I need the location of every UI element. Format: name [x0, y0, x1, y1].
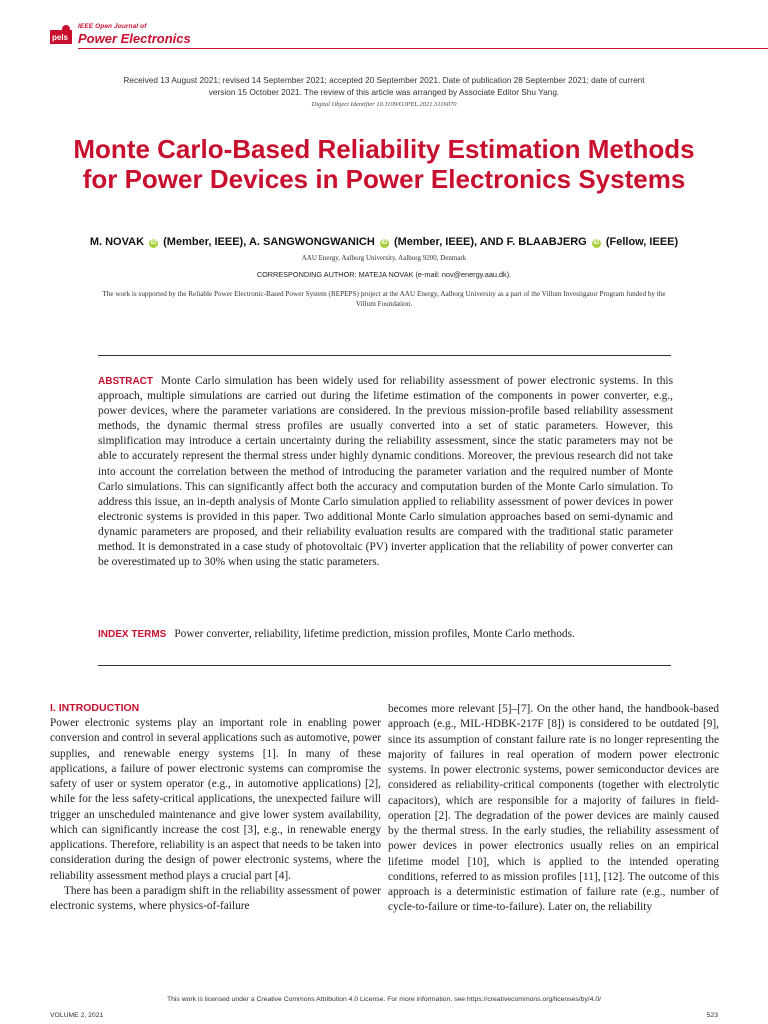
abstract-text: Monte Carlo simulation has been widely used for reliability assessment of power electronic systems. In this approach, multiple simulations are carried out during the lifetime estimation of the components in power converter, e.g., power devices, where the parameter variations are considered. In the previous mission-profile based reliability assessment methods, the dynamic thermal stress profiles are usually converted into a set of static parameters. However, this simplification may introduce a certain uncertainty during the reliability assessment, since the static parameters may not be able to accurately represent the thermal stress under highly dynamic conditions. Moreover, the previous research did not take into account the correlation between the method of introducing the parameter variation and the required number of Monte Carlo simulations. This can significantly affect both the accuracy and computation burden of the Monte Carlo simulation. To address this issue, an in-depth analysis of Monte Carlo simulation applied to reliability assessment of power devices in power electronic systems is provided in this paper. Two additional Monte Carlo simulation approaches based on semi-dynamic and dynamic parameters are proposed, and their reliability evaluation results are compared with the traditional static parameter method. It is demonstrated in a case study of photovoltaic (PV) inverter application that the reliability of power converter can be overestimated up to 30% when using the static parameters. — [98, 375, 673, 569]
affiliation: AAU Energy, Aalborg University, Aalborg 9200, Denmark — [301, 254, 467, 262]
index-terms — [98, 627, 673, 642]
index-terms-text: Power converter, reliability, lifetime prediction, mission profiles, Monte Carlo methods. — [174, 628, 575, 640]
author-name: M. NOVAK — [89, 236, 145, 248]
abstract-label: ABSTRACT — [98, 376, 153, 387]
paragraph: becomes more relevant [5]–[7]. On the other hand, the handbook-based approach (e.g., MIL-HDBK-217F [8]) is considered to be outdated [9], since its assumption of constant failure rate is no longer representing the majority of failures in real operation of modern power electronic systems. In power electronic systems, power semiconductor devices are considered as reliability-critical components (together with electrolytic capacitors), which are responsible for a majority of failures in field-operation [2]. The degradation of the power devices are mainly caused by the thermal stress. In the early studies, the reliability assessment of power devices in power electronics usually relies on an empirical lifetime model [10], which is applied to the intended operating conditions, referred to as mission profiles [11], [12]. The outcome of this approach is a deterministic estimation of failure rate (e.g., number of cycle-to-failure or time-to-failure). Later on, the reliability — [388, 703, 719, 914]
abstract-top-rule — [98, 355, 671, 356]
corresponding-author: CORRESPONDING AUTHOR: MATEJA NOVAK (e-mail: nov@energy.aau.dk). — [256, 270, 512, 279]
author-line — [20, 236, 748, 248]
paragraph: Power electronic systems play an important role in enabling power conversion and control in several applications such as automotive, power supplies, and renewable energy systems [1]. In many of these applications, a failure of power electronic systems can compromise the safety of user or system operator (e.g., in automotive applications) [2], while for the less safety-critical applications, the unexpected failure will trigger an unscheduled maintenance and give lower system availability, which can significantly increase the cost [3], e.g., in renewable energy applications. Therefore, reliability is an aspect that needs to be taken into consideration during the design of power electronic systems, where the reliability assessment method plays a crucial part [4]. — [50, 717, 381, 882]
license-note: This work is licensed under a Creative Commons Attribution 4.0 License. For more information, see https://creativecommons.org/licenses/by/4.0/ — [166, 996, 602, 1003]
index-terms-label: INDEX TERMS — [98, 629, 167, 640]
author-name: F. BLAABJERG — [506, 236, 587, 248]
author-name: A. SANGWONGWANICH — [248, 236, 375, 248]
abstract-bottom-rule — [98, 665, 671, 666]
journal-header — [50, 22, 350, 50]
orcid-icon[interactable]: iD — [593, 240, 600, 246]
doi: Digital Object Identifier 10.1109/OJPEL.2021.3116070 — [311, 101, 457, 108]
author-role: (Member, IEEE), — [163, 236, 247, 248]
header-divider — [78, 48, 768, 49]
received-dates: Received 13 August 2021; revised 14 September 2021; accepted 20 September 2021. Date of publication 28 September 2021; date of current version 15 October 2021. The review of this article was arranged by Associate Editor Shu Yang. — [123, 75, 645, 97]
paper-title: Monte Carlo-Based Reliability Estimation Methods for Power Devices in Power Electronics Systems — [73, 134, 695, 194]
journal-name: Power Electronics — [78, 31, 191, 46]
pels-logo-icon — [50, 24, 74, 46]
page-number: 523 — [706, 1012, 718, 1019]
right-column — [388, 702, 719, 916]
orcid-icon[interactable]: iD — [381, 240, 388, 246]
section-heading: I. INTRODUCTION — [50, 702, 140, 714]
journal-name-small: IEEE Open Journal of — [78, 23, 147, 30]
abstract — [98, 374, 673, 570]
volume-footer: VOLUME 2, 2021 — [50, 1012, 104, 1019]
orcid-icon[interactable]: iD — [150, 240, 157, 246]
paragraph: There has been a paradigm shift in the reliability assessment of power electronic systems, where physics-of-failure — [50, 884, 381, 912]
svg-text:pels: pels — [52, 33, 69, 42]
author-role: (Fellow, IEEE) — [605, 236, 679, 248]
author-role: (Member, IEEE), AND — [393, 236, 504, 248]
left-column — [50, 702, 381, 914]
funding-note: The work is supported by the Reliable Power Electronic-Based Power System (REPEPS) project at the AAU Energy, Aalborg University as a part of the Villum Investigator Program funded by the Villum Foundation. — [102, 290, 666, 308]
